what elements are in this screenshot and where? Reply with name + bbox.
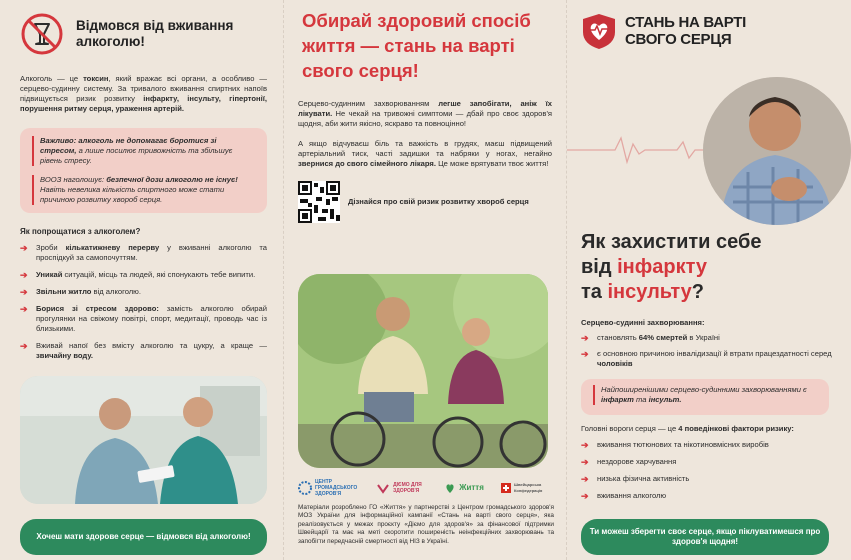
text-segment: є основною причиною інвалідизації й втрати працездатності серед <box>597 349 832 358</box>
list-item <box>20 341 267 361</box>
text-segment: Вживай напої без вмісту алкоголю та цукру, а краще — <box>36 341 267 350</box>
quit-title: Як попрощатися з алкоголем? <box>20 227 141 236</box>
man-chest-pain-photo <box>703 77 851 225</box>
text-segment: від алкоголю. <box>91 287 141 296</box>
arrow-icon: ➔ <box>581 457 589 467</box>
tip-text <box>36 270 255 280</box>
text-segment: становлять <box>597 333 639 342</box>
bold-text: Борися зі стресом здорово: <box>36 304 159 313</box>
logo-act-for-health <box>376 481 427 495</box>
logo-public-health-center <box>298 479 359 497</box>
list-item <box>581 474 833 484</box>
risk-list <box>581 440 833 501</box>
text-segment: Не чекай на тривожні симптоми — дбай про своє здоров'я щодня, аби жити якісно, яскраво та повноцінно! <box>298 109 552 128</box>
title-part: та <box>581 281 608 303</box>
bold-text: звернися до свого сімейного лікаря. <box>298 159 436 168</box>
risk-intro <box>581 424 833 434</box>
stat-text <box>597 349 833 369</box>
text-segment: Серцево-судинним захворюванням <box>298 99 439 108</box>
text-segment: у вживанні алкоголю та проспідкуй за самопочуттям. <box>36 243 267 262</box>
column-healthy-lifestyle <box>283 0 567 560</box>
risk-factors <box>581 424 833 508</box>
arrow-icon: ➔ <box>581 474 589 484</box>
column-alcohol <box>0 0 283 560</box>
text-segment: Найпоширенішими серцево-судинними захворюваннями є <box>601 385 807 394</box>
bold-text: чоловіків <box>597 359 633 368</box>
text-segment: Головні вороги серця — це <box>581 424 679 433</box>
tip-text <box>36 243 267 263</box>
bold-text: інфаркту, інсульту, гіпертонії, порушення ритму серця, ураження артерій. <box>20 94 267 113</box>
text-segment: ВООЗ наголошує: <box>40 175 107 184</box>
text-segment: а лише посилює тривожність та збільшує рівень стресу. <box>40 146 233 165</box>
who-note <box>32 175 255 205</box>
brand-line: СТАНЬ НА ВАРТІ <box>625 14 746 31</box>
cvd-title: Серцево-судинні захворювання: <box>581 318 705 327</box>
logo-switzerland <box>501 482 554 494</box>
common-diseases-note <box>593 385 817 405</box>
stress-note <box>32 136 255 166</box>
bold-text: інсульт. <box>648 395 682 404</box>
bold-text: легше запобігати, аніж їх лікувати. <box>298 99 553 118</box>
common-diseases-box <box>581 379 829 415</box>
bold-text: безпечної дози алкоголю не існує! <box>106 175 238 184</box>
bold-text: інфаркт <box>601 395 634 404</box>
quit-tips <box>20 243 267 361</box>
alcohol-header <box>20 8 267 60</box>
bold-text: Важливо: алкоголь не допомагає боротися зі стресом, <box>40 136 217 155</box>
alcohol-warning-box <box>20 128 267 213</box>
list-item <box>581 333 833 343</box>
materials-credit: Матеріали розроблено ГО «Життя» у партнерстві з Центром громадського здоров'я МОЗ України для інформаційної кампанії «Стань на варті свого серця», яка реалізовується у межах проєкту «Діємо для здоров'я» за фінансової підтримки Швейцарії та має на меті скоротити поширеність неінфекційних захворювань та запобігти передчасній смертності від НІЗ в Україні. <box>298 504 554 545</box>
tip-text <box>36 341 267 361</box>
stat-text <box>597 333 720 343</box>
risk-text: нездорове харчування <box>597 457 677 466</box>
cvd-stats <box>581 318 833 369</box>
risk-text: вживання алкоголю <box>597 491 667 500</box>
list-item <box>20 287 267 297</box>
title-part: від <box>581 256 618 278</box>
list-item <box>20 304 267 334</box>
alcohol-intro <box>20 74 267 114</box>
list-item <box>581 440 833 450</box>
title-part: ? <box>691 281 704 303</box>
arrow-icon: ➔ <box>581 349 589 359</box>
list-item <box>20 243 267 263</box>
logo-text: Життя <box>459 483 484 492</box>
cycling-couple-photo <box>298 274 548 468</box>
quit-alcohol-banner: Хочеш мати здорове серце — відмовся від алкоголю! <box>20 519 267 555</box>
arrow-icon: ➔ <box>581 440 589 450</box>
doctor-patient-photo <box>20 376 267 504</box>
text-segment: Зроби <box>36 243 66 252</box>
risk-text: вживання тютюнових та нікотиновмісних виробів <box>597 440 769 449</box>
title-line <box>581 280 761 305</box>
text-segment: Це може врятувати твоє життя! <box>435 159 549 168</box>
arrow-icon: ➔ <box>20 243 28 253</box>
logo-text: ДІЄМО ДЛЯ ЗДОРОВ'Я <box>393 482 422 494</box>
brand-logo <box>581 12 746 50</box>
protect-title <box>581 230 761 305</box>
care-daily-banner: Ти можеш зберегти своє серце, якщо піклуватимешся про здоров'я щодня! <box>581 519 829 555</box>
bold-text: звичайну воду. <box>36 351 94 360</box>
text-segment: ситуацій, місць та людей, які спонукають тебе випити. <box>62 270 256 279</box>
title-line: Як захистити себе <box>581 231 762 253</box>
qr-block <box>298 181 552 223</box>
list-item <box>20 270 267 280</box>
logo-text: Швейцарська Конфедерація <box>513 482 543 493</box>
arrow-icon: ➔ <box>20 304 28 314</box>
column-protect-heart <box>567 0 851 560</box>
arrow-icon: ➔ <box>581 491 589 501</box>
title-highlight: інсульту <box>607 281 692 303</box>
no-alcohol-icon <box>20 12 64 56</box>
bold-text: 4 поведінкові фактори ризику: <box>678 424 794 433</box>
bold-text: 64% смертей <box>638 333 688 342</box>
partner-logos <box>298 476 554 500</box>
text-segment: в Україні <box>687 333 720 342</box>
brand-name <box>625 14 746 48</box>
shield-heart-icon <box>581 12 617 50</box>
list-item <box>581 491 833 501</box>
prevention-paragraph <box>298 99 552 129</box>
text-segment: , який вражає всі органи, а особливо — серцево-судинну систему. За тривалого вживання спиртних напоїв підвищується ризик розвитку <box>20 74 267 103</box>
bold-text: Звільни житло <box>36 287 92 296</box>
arrow-icon: ➔ <box>20 341 28 351</box>
alcohol-title: Відмовся від вживання алкоголю! <box>76 18 234 49</box>
brand-line: СВОГО СЕРЦЯ <box>625 31 732 48</box>
risk-text: низька фізична активність <box>597 474 690 483</box>
title-highlight: інфаркту <box>617 256 708 278</box>
text-segment: А якщо відчуваєш біль та важкість в грудях, маєш підвищений артеріальний тиск, часті задишки та набряки у ногах, негайно <box>298 139 552 158</box>
arrow-icon: ➔ <box>581 333 589 343</box>
arrow-icon: ➔ <box>20 270 28 280</box>
qr-code[interactable] <box>298 181 340 223</box>
symptoms-paragraph <box>298 139 552 169</box>
title-line <box>581 255 761 280</box>
text-segment: Алкоголь — це <box>20 74 84 83</box>
arrow-icon: ➔ <box>20 287 28 297</box>
bold-text: Уникай <box>36 270 63 279</box>
logo-text: ЦЕНТР ГРОМАДСЬКОГО ЗДОРОВ'Я <box>315 479 358 497</box>
bold-text: токсин <box>83 74 109 83</box>
list-item <box>581 457 833 467</box>
tip-text <box>36 304 267 334</box>
qr-caption: Дізнайся про свій ризик розвитку хвороб серця <box>348 197 529 206</box>
tip-text <box>36 287 141 297</box>
text-segment: Навіть невелика кількість спиртного може стати причиною розвитку хвороб серця. <box>40 185 225 204</box>
logo-zhyttia <box>444 482 484 494</box>
main-title: Обирай здоровий спосіб життя — стань на варті свого серця! <box>302 10 531 81</box>
list-item <box>581 349 833 369</box>
text-segment: та <box>633 395 649 404</box>
bold-text: кількатижневу перерву <box>65 243 160 252</box>
text-segment: замість алкоголю обирай прогулянки на свіжому повітрі, спорт, медитації, проводь час із близькими. <box>36 304 267 333</box>
